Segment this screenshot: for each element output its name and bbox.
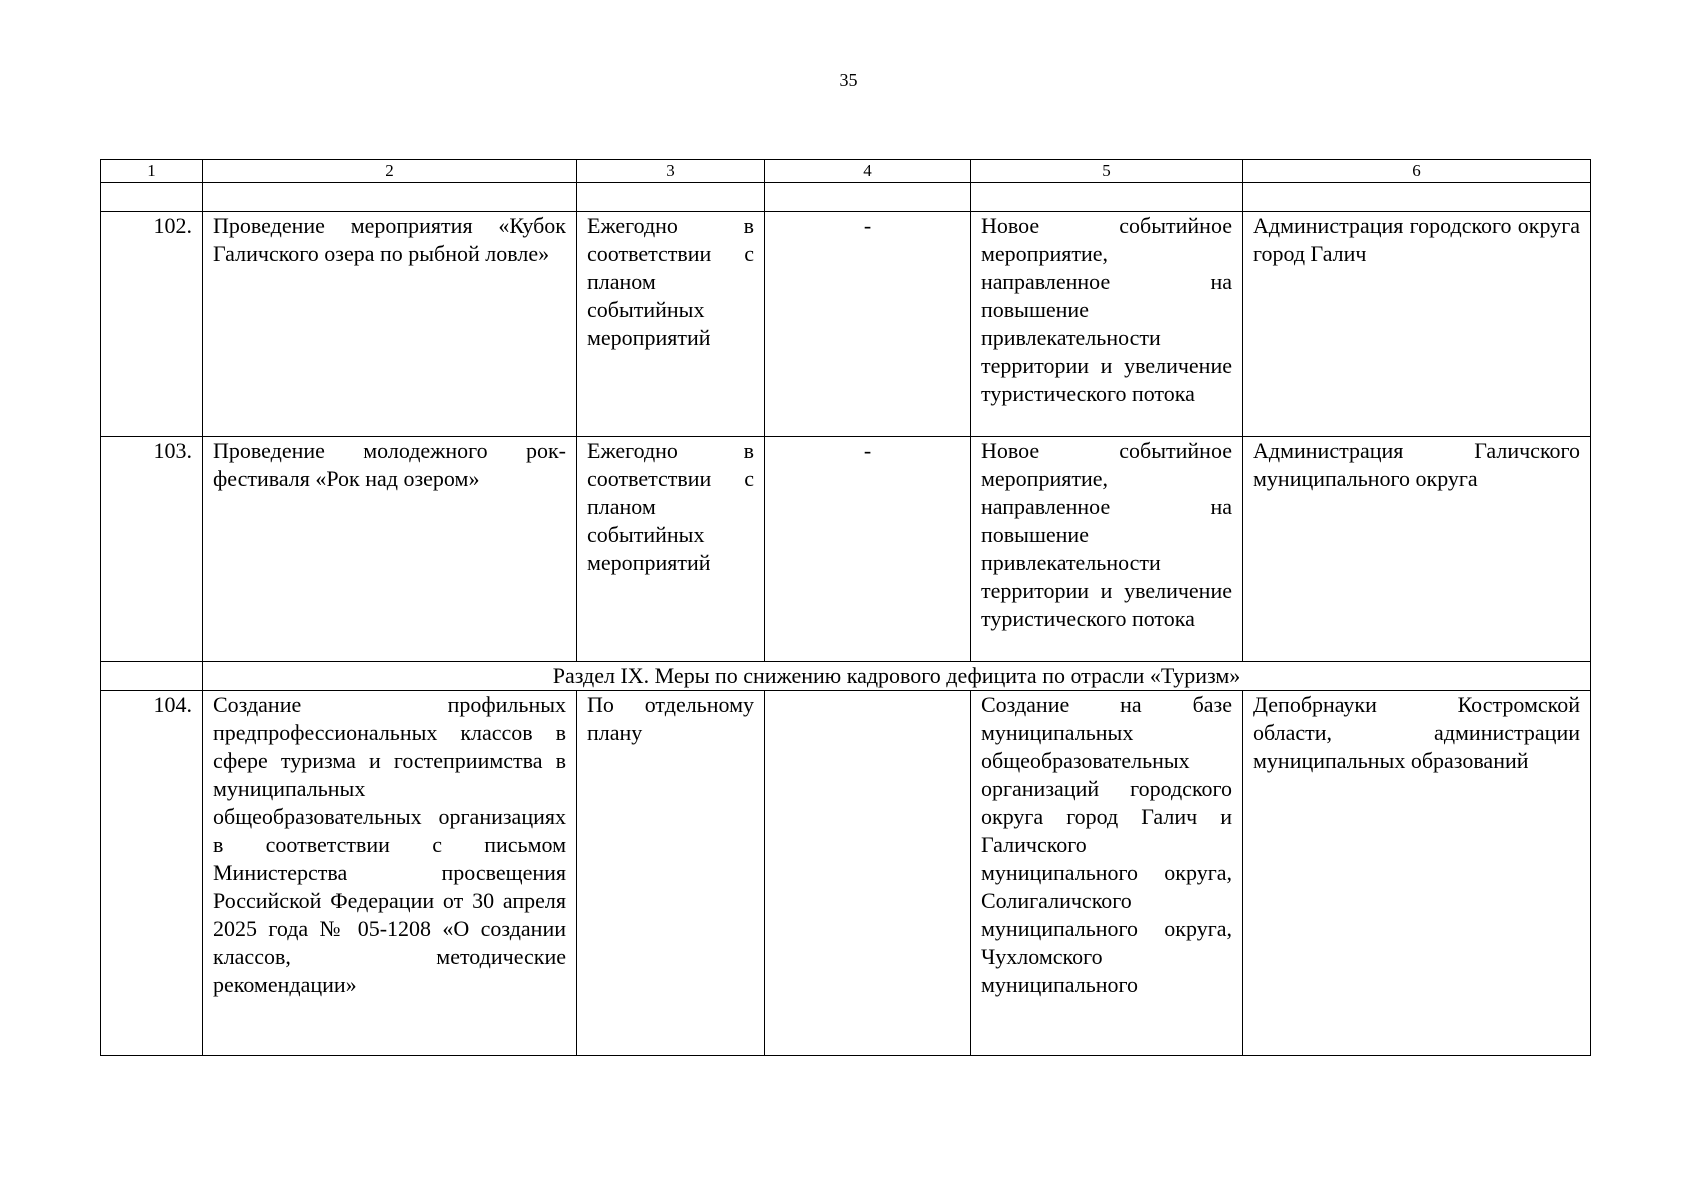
column-4-value <box>765 691 971 1056</box>
column-4-value: - <box>765 437 971 662</box>
section-row <box>101 662 1591 691</box>
column-header: 2 <box>203 160 577 183</box>
expected-result: Новое событийное мероприятие, направленное на повышение привлекательности территории и увеличение туристического потока <box>971 437 1243 662</box>
event-term: По отдельному плану <box>577 691 765 1056</box>
empty-cell <box>101 662 203 691</box>
column-number-row <box>101 160 1591 183</box>
table-row <box>101 437 1591 662</box>
expected-result: Создание на базе муниципальных общеобразовательных организаций городского округа город Галич и Галичского муниципального округа, Солигаличского муниципального округа, Чухломского муниципального <box>971 691 1243 1056</box>
empty-row <box>101 183 1591 212</box>
empty-cell <box>101 183 203 212</box>
responsible-party: Депобрнауки Костромской области, администрации муниципальных образований <box>1243 691 1591 1056</box>
column-header: 1 <box>101 160 203 183</box>
column-header: 4 <box>765 160 971 183</box>
responsible-party: Администрация городского округа город Галич <box>1243 212 1591 437</box>
empty-cell <box>1243 183 1591 212</box>
event-name: Создание профильных предпрофессиональных классов в сфере туризма и гостеприимства в муниципальных общеобразовательных организациях в соответствии с письмом Министерства просвещения Российской Федерации от 30 апреля 2025 года № 05-1208 «О создании классов, методические рекомендации» <box>203 691 577 1056</box>
measures-table <box>100 159 1591 1056</box>
empty-cell <box>577 183 765 212</box>
empty-cell <box>765 183 971 212</box>
expected-result: Новое событийное мероприятие, направленное на повышение привлекательности территории и увеличение туристического потока <box>971 212 1243 437</box>
section-title: Раздел IX. Меры по снижению кадрового дефицита по отрасли «Туризм» <box>203 662 1591 691</box>
row-number: 104. <box>101 691 203 1056</box>
event-term: Ежегодно в соответствии с планом событийных мероприятий <box>577 212 765 437</box>
column-header: 6 <box>1243 160 1591 183</box>
event-name: Проведение молодежного рок-фестиваля «Рок над озером» <box>203 437 577 662</box>
table-row <box>101 691 1591 1056</box>
column-header: 5 <box>971 160 1243 183</box>
row-number: 103. <box>101 437 203 662</box>
responsible-party: Администрация Галичского муниципального округа <box>1243 437 1591 662</box>
empty-cell <box>203 183 577 212</box>
page-number: 35 <box>839 70 858 90</box>
table-row <box>101 212 1591 437</box>
event-term: Ежегодно в соответствии с планом событийных мероприятий <box>577 437 765 662</box>
column-4-value: - <box>765 212 971 437</box>
empty-cell <box>971 183 1243 212</box>
event-name: Проведение мероприятия «Кубок Галичского озера по рыбной ловле» <box>203 212 577 437</box>
column-header: 3 <box>577 160 765 183</box>
row-number: 102. <box>101 212 203 437</box>
